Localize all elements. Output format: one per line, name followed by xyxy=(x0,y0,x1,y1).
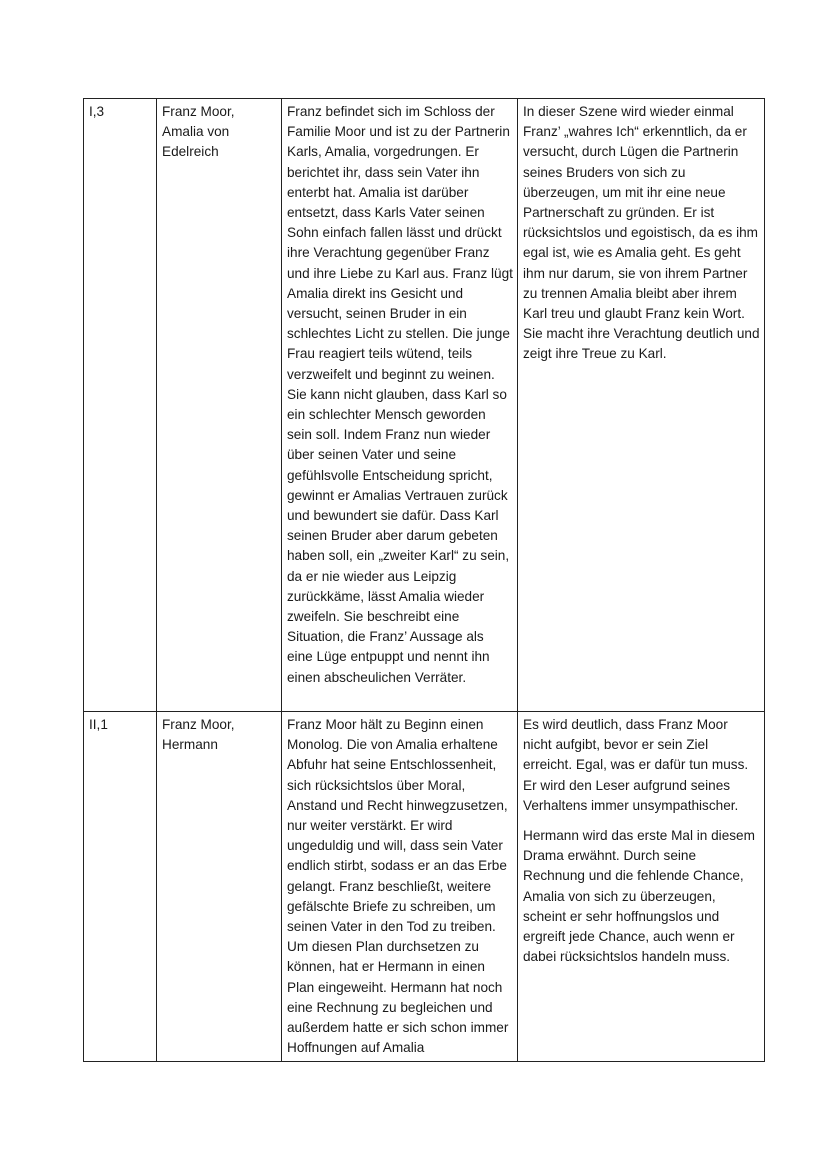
persons-cell: Franz Moor, Amalia von Edelreich xyxy=(157,99,282,712)
analysis-paragraph: Hermann wird das erste Mal in diesem Drama erwähnt. Durch seine Rechnung und die fehlende Chance, Amalia von sich zu überzeugen, scheint er sehr hoffnungslos und ergreift jede Chance, auch wenn er dabei rücksichtslos handeln muss. xyxy=(523,828,755,965)
content-cell: Franz befindet sich im Schloss der Familie Moor und ist zu der Partnerin Karls, Amalia, vorgedrungen. Er berichtet ihr, dass sein Vater ihn enterbt hat. Amalia ist darüber entsetzt, dass Karls Vater seinen Sohn einfach fallen lässt und drückt ihre Verachtung gegenüber Franz und ihre Liebe zu Karl aus. Franz lügt Amalia direkt ins Gesicht und versucht, seinen Bruder in ein schlechtes Licht zu stellen. Die junge Frau reagiert teils wütend, teils verzweifelt und beginnt zu weinen. Sie kann nicht glauben, dass Karl so ein schlechter Mensch geworden sein soll. Indem Franz nun wieder über seinen Vater und seine gefühlsvolle Entscheidung spricht, gewinnt er Amalias Vertrauen zurück und bewundert sie dafür. Dass Karl seinen Bruder aber darum gebeten haben soll, ein „zweiter Karl“ zu sein, da er nie wieder aus Leipzig zurückkäme, lässt Amalia wieder zweifeln. Sie beschreibt eine Situation, die Franz’ Aussage als eine Lüge entpuppt und nennt ihn einen abscheulichen Verräter. xyxy=(282,99,518,712)
analysis-cell xyxy=(518,712,765,1062)
analysis-cell xyxy=(518,99,765,712)
analysis-paragraph: In dieser Szene wird wieder einmal Franz’ „wahres Ich“ erkenntlich, da er versucht, durch Lügen die Partnerin seines Bruders von sich zu überzeugen, um mit ihr eine neue Partnerschaft zu gründen. Er ist rücksichtslos und egoistisch, da es ihm egal ist, wie es Amalia geht. Es geht ihm nur darum, sie von ihrem Partner zu trennen Amalia bleibt aber ihrem Karl treu und glaubt Franz kein Wort. Sie macht ihre Verachtung deutlich und zeigt ihre Treue zu Karl. xyxy=(523,104,760,362)
scene-cell: I,3 xyxy=(84,99,157,712)
table-row xyxy=(84,99,765,712)
scene-table xyxy=(83,98,765,1062)
persons-cell: Franz Moor, Hermann xyxy=(157,712,282,1062)
content-cell: Franz Moor hält zu Beginn einen Monolog. Die von Amalia erhaltene Abfuhr hat seine Entschlossenheit, sich rücksichtslos über Moral, Anstand und Recht hinwegzusetzen, nur weiter verstärkt. Er wird ungeduldig und will, dass sein Vater endlich stirbt, sodass er an das Erbe gelangt. Franz beschließt, weitere gefälschte Briefe zu schreiben, um seinen Vater in den Tod zu treiben. Um diesen Plan durchsetzen zu können, hat er Hermann in einen Plan eingeweiht. Hermann hat noch eine Rechnung zu begleichen und außerdem hatte er sich schon immer Hoffnungen auf Amalia xyxy=(282,712,518,1062)
scene-cell: II,1 xyxy=(84,712,157,1062)
table-row xyxy=(84,712,765,1062)
analysis-paragraph: Es wird deutlich, dass Franz Moor nicht aufgibt, bevor er sein Ziel erreicht. Egal, was er dafür tun muss. Er wird den Leser aufgrund seines Verhaltens immer unsympathischer. xyxy=(523,717,749,813)
